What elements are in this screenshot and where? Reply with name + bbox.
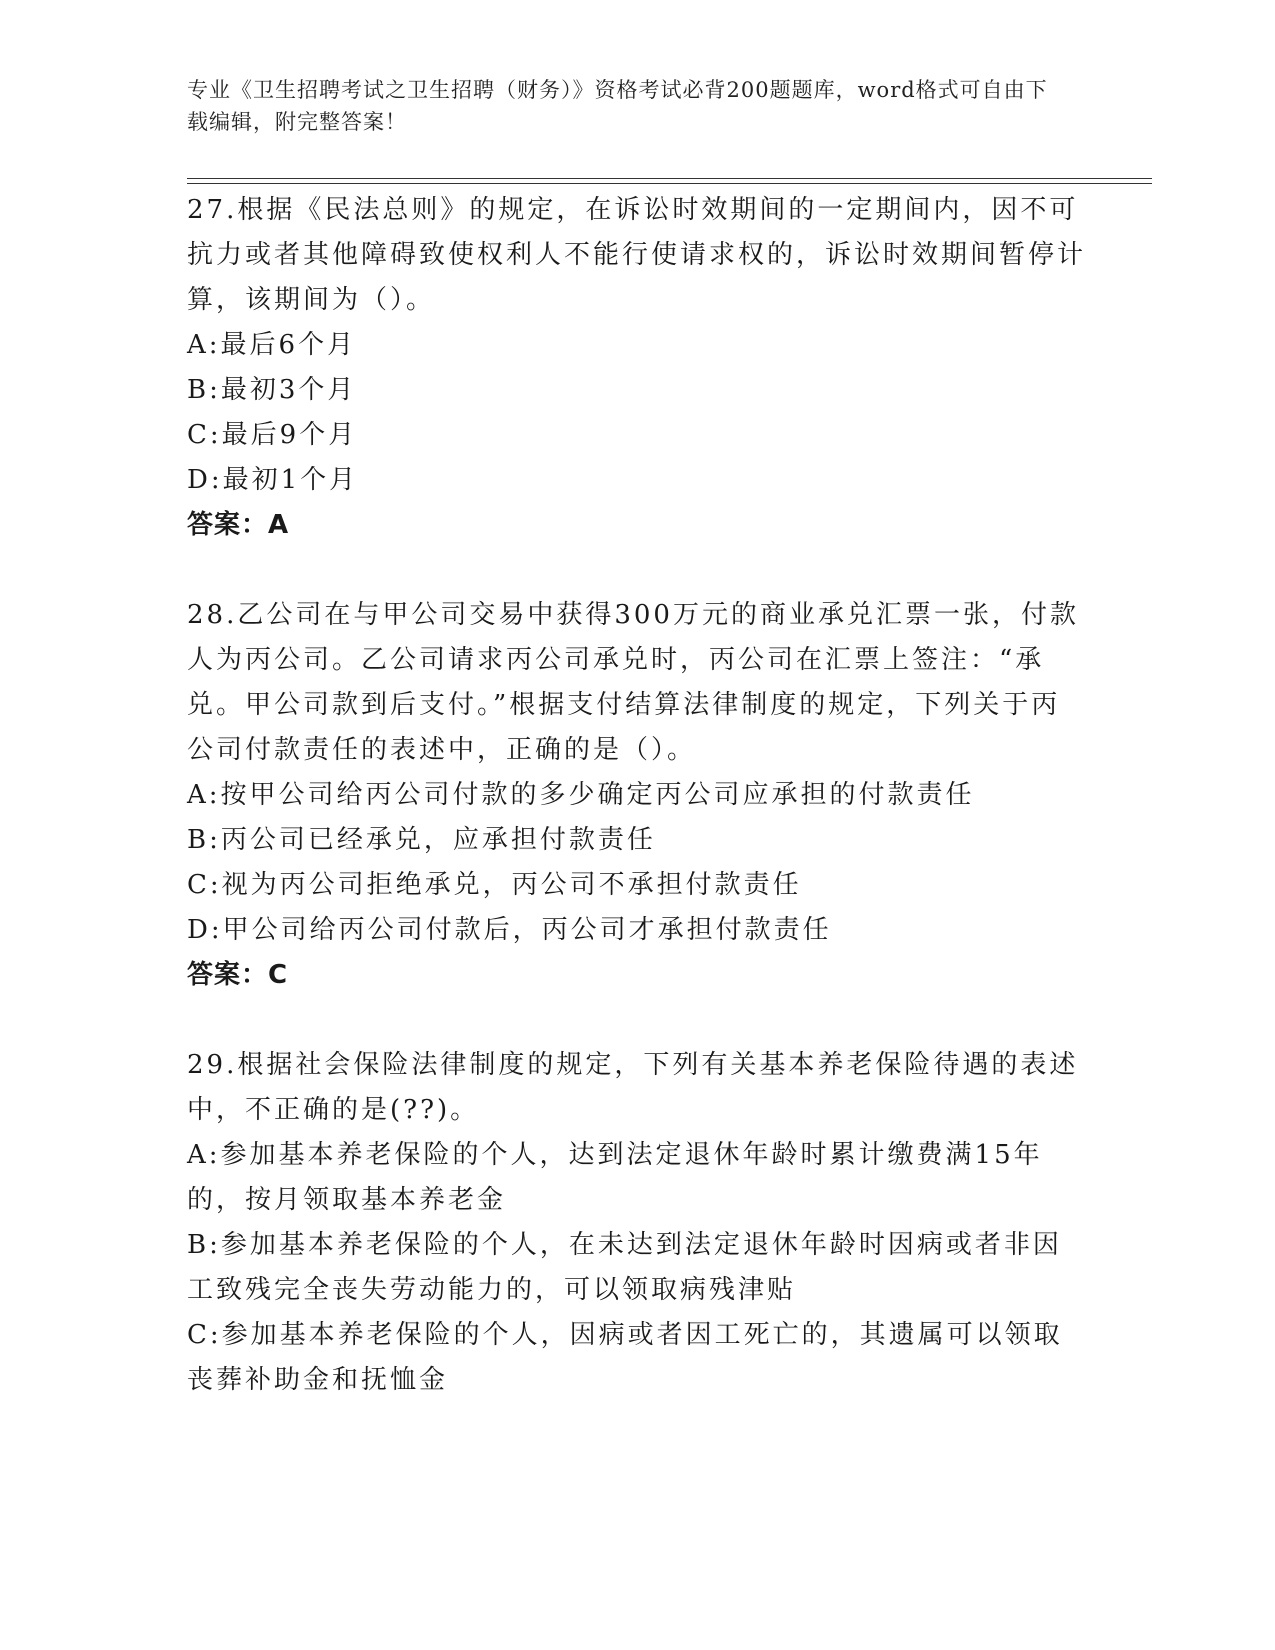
question-list xyxy=(187,188,1087,1403)
option-c: C:参加基本养老保险的个人，因病或者因工死亡的，其遗属可以领取丧葬补助金和抚恤金 xyxy=(187,1320,1063,1395)
question-29 xyxy=(187,1043,1087,1403)
question-stem: 29.根据社会保险法律制度的规定，下列有关基本养老保险待遇的表述中，不正确的是(??)。 xyxy=(187,1050,1079,1125)
document-header: 专业《卫生招聘考试之卫生招聘（财务）》资格考试必背200题题库，word格式可自由下载编辑，附完整答案！ xyxy=(187,78,1048,134)
question-spacer xyxy=(187,998,1087,1043)
option-d: D:甲公司给丙公司付款后，丙公司才承担付款责任 xyxy=(187,915,832,945)
option-b: B:最初3个月 xyxy=(187,375,357,405)
option-c: C:最后9个月 xyxy=(187,420,358,450)
answer-label: 答案：C xyxy=(187,960,289,990)
option-a: A:参加基本养老保险的个人，达到法定退休年龄时累计缴费满15年的，按月领取基本养老金 xyxy=(187,1140,1043,1215)
option-c: C:视为丙公司拒绝承兑，丙公司不承担付款责任 xyxy=(187,870,802,900)
question-stem: 27.根据《民法总则》的规定，在诉讼时效期间的一定期间内，因不可抗力或者其他障碍致使权利人不能行使请求权的，诉讼时效期间暂停计算，该期间为（）。 xyxy=(187,195,1087,315)
question-stem: 28.乙公司在与甲公司交易中获得300万元的商业承兑汇票一张，付款人为丙公司。乙公司请求丙公司承兑时，丙公司在汇票上签注：“承兑。甲公司款到后支付。”根据支付结算法律制度的规定，下列关于丙公司付款责任的表述中，正确的是（）。 xyxy=(187,600,1079,765)
option-a: A:最后6个月 xyxy=(187,330,357,360)
option-b: B:参加基本养老保险的个人，在未达到法定退休年龄时因病或者非因工致残完全丧失劳动能力的，可以领取病残津贴 xyxy=(187,1230,1062,1305)
option-a: A:按甲公司给丙公司付款的多少确定丙公司应承担的付款责任 xyxy=(187,780,975,810)
option-b: B:丙公司已经承兑，应承担付款责任 xyxy=(187,825,656,855)
option-d: D:最初1个月 xyxy=(187,465,359,495)
header-divider-top xyxy=(187,178,1152,179)
answer-label: 答案：A xyxy=(187,510,290,540)
question-27 xyxy=(187,188,1087,548)
question-28 xyxy=(187,593,1087,998)
question-spacer xyxy=(187,548,1087,593)
header-divider-bottom xyxy=(187,183,1152,184)
